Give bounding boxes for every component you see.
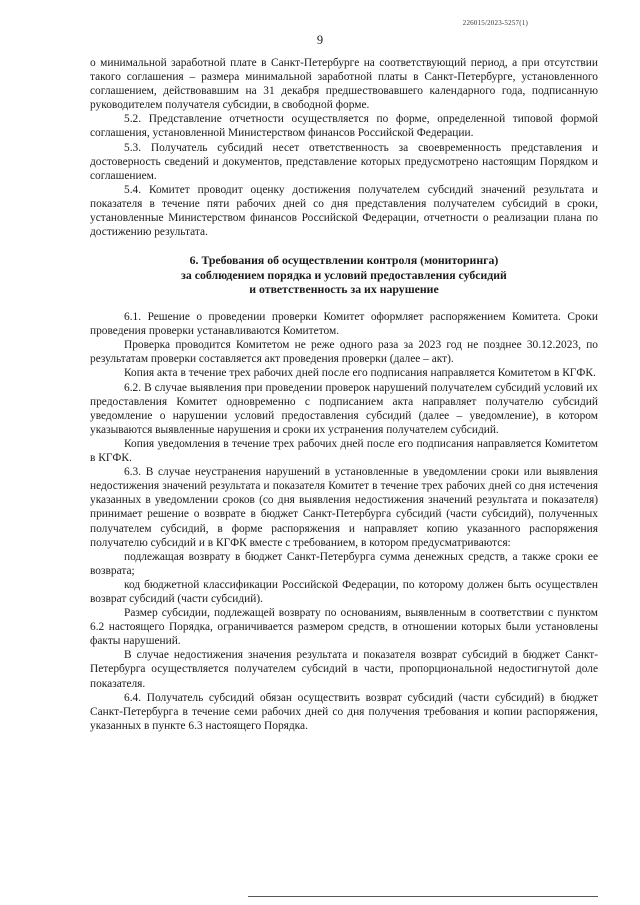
section-6-title-line-2: за соблюдением порядка и условий предоставления субсидий bbox=[181, 267, 507, 282]
paragraph-refund-size: Размер субсидии, подлежащей возврату по основаниям, выявленным в соответствии с пунктом 6.2 настоящего Порядка, ограничивается размером средств, в отношении которых были установлены факты нарушений. bbox=[90, 607, 598, 648]
section-6-title-line-1: 6. Требования об осуществлении контроля (мониторинга) bbox=[189, 253, 499, 268]
page-number: 9 bbox=[316, 33, 324, 47]
paragraph-6-3: 6.3. В случае неустранения нарушений в установленные в уведомлении сроки или выявления недостижения значений результата и показателя Комитет в течение трех рабочих дней со дня истечения указанных в уведомлении сроков (со дня выявления недостижения значений результата и показателя) принимает решение о возврате в бюджет Санкт-Петербурга субсидий (части субсидий), полученных получателем субсидий, в форме распоряжения и направляет копию указанного распоряжения получателю субсидий и в КГФК вместе с требованием, в котором предусматриваются: bbox=[90, 466, 598, 549]
paragraph-5-4: 5.4. Комитет проводит оценку достижения получателем субсидий значений результата и показателя в течение пяти рабочих дней со дня представления получателем субсидий в сроки, установленные Министерством финансов Российской Федерации, отчетности о реализации плана по достижению результата. bbox=[90, 183, 598, 239]
footer-divider bbox=[248, 896, 598, 897]
paragraph-5-1-tail: о минимальной заработной плате в Санкт-Петербурге на соответствующий период, а при отсутствии такого соглашения – размера минимальной заработной платы в Санкт-Петербурге, установленного соглашением, действовавшим на 31 декабря предшествовавшего календарного года, подписанную руководителем получателя субсидии, в свободной форме. bbox=[90, 57, 598, 112]
paragraph-5-3: 5.3. Получатель субсидий несет ответственность за своевременность представления и достоверность сведений и документов, представление которых предусмотрено настоящим Порядком и соглашением. bbox=[90, 141, 598, 182]
paragraph-5-2: 5.2. Представление отчетности осуществляется по форме, определенной типовой формой соглашения, установленной Министерством финансов Российской Федерации. bbox=[90, 113, 598, 140]
section-6-title-line-3: и ответственность за их нарушение bbox=[249, 281, 439, 296]
paragraph-refund-amount: подлежащая возврату в бюджет Санкт-Петербурга сумма денежных средств, а также сроки ее возврата; bbox=[90, 550, 598, 577]
paragraph-underachievement: В случае недостижения значения результата и показателя возврат субсидий в бюджет Санкт-Петербурга осуществляется получателем субсидий в части, пропорциональной недостигнутой доле показателя. bbox=[90, 649, 598, 690]
paragraph-6-4: 6.4. Получатель субсидий обязан осуществить возврат субсидий (части субсидий) в бюджет Санкт-Петербурга в течение семи рабочих дней со дня получения требования и копии распоряжения, указанных в пункте 6.3 настоящего Порядка. bbox=[90, 691, 598, 732]
paragraph-notice-copy: Копия уведомления в течение трех рабочих дней после его подписания направляется Комитетом в КГФК. bbox=[90, 437, 598, 465]
paragraph-inspection-frequency: Проверка проводится Комитетом не реже одного раза за 2023 год не позднее 30.12.2023, по результатам проверки составляется акт проведения проверки (далее – акт). bbox=[90, 339, 598, 366]
paragraph-6-2: 6.2. В случае выявления при проведении проверок нарушений получателем субсидий условий их предоставления Комитет одновременно с подписанием акта направляет получателю субсидий уведомление о нарушении условий предоставления субсидий (далее – уведомление), в котором указываются выявленные нарушения и сроки их устранения получателем субсидий. bbox=[90, 381, 598, 436]
document-id: 226015/2023-5257(1) bbox=[462, 19, 528, 27]
document-body bbox=[90, 56, 598, 733]
paragraph-budget-code: код бюджетной классификации Российской Федерации, по которому должен быть осуществлен возврат субсидий (части субсидий). bbox=[90, 578, 598, 605]
paragraph-6-1: 6.1. Решение о проведении проверки Комитет оформляет распоряжением Комитета. Сроки проведения проверки устанавливаются Комитетом. bbox=[90, 311, 598, 338]
paragraph-act-copy: Копия акта в течение трех рабочих дней после его подписания направляется Комитетом в КГФК. bbox=[124, 367, 596, 380]
section-6-heading bbox=[90, 253, 598, 296]
